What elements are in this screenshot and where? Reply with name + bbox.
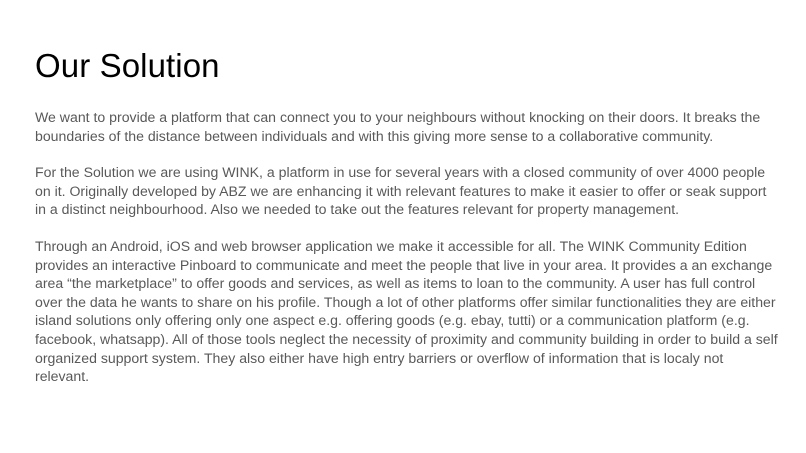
paragraph-wink-platform: For the Solution we are using WINK, a platform in use for several years with a closed community of over 4000 people on it. Originally developed by ABZ we are enhancing it with relevant features to make it easier to offer or seak support in a distinct neighbourhood. Also we needed to take out the features relevant for property management. xyxy=(35,164,767,218)
slide-body xyxy=(35,108,780,386)
paragraph-features: Through an Android, iOS and web browser application we make it accessible for all. The WINK Community Edition provides an interactive Pinboard to communicate and meet the people that live in your area. It provides a an exchange area “the marketplace” to offer goods and services, as well as items to loan to the community. A user has full control over the data he wants to share on his profile. Though a lot of other platforms offer similar functionalities they are either island solutions only offering only one aspect e.g. offering goods (e.g. ebay, tutti) or a communication platform (e.g. facebook, whatsapp). All of those tools neglect the necessity of proximity and community building in order to build a self organized support system. They also either have high entry barriers or overflow of information that is localy not relevant. xyxy=(35,237,778,385)
paragraph-intro: We want to provide a platform that can connect you to your neighbours without knocking on their doors. It breaks the boundaries of the distance between individuals and with this giving more sense to a collaborative community. xyxy=(35,109,761,144)
slide-title: Our Solution xyxy=(35,47,220,84)
